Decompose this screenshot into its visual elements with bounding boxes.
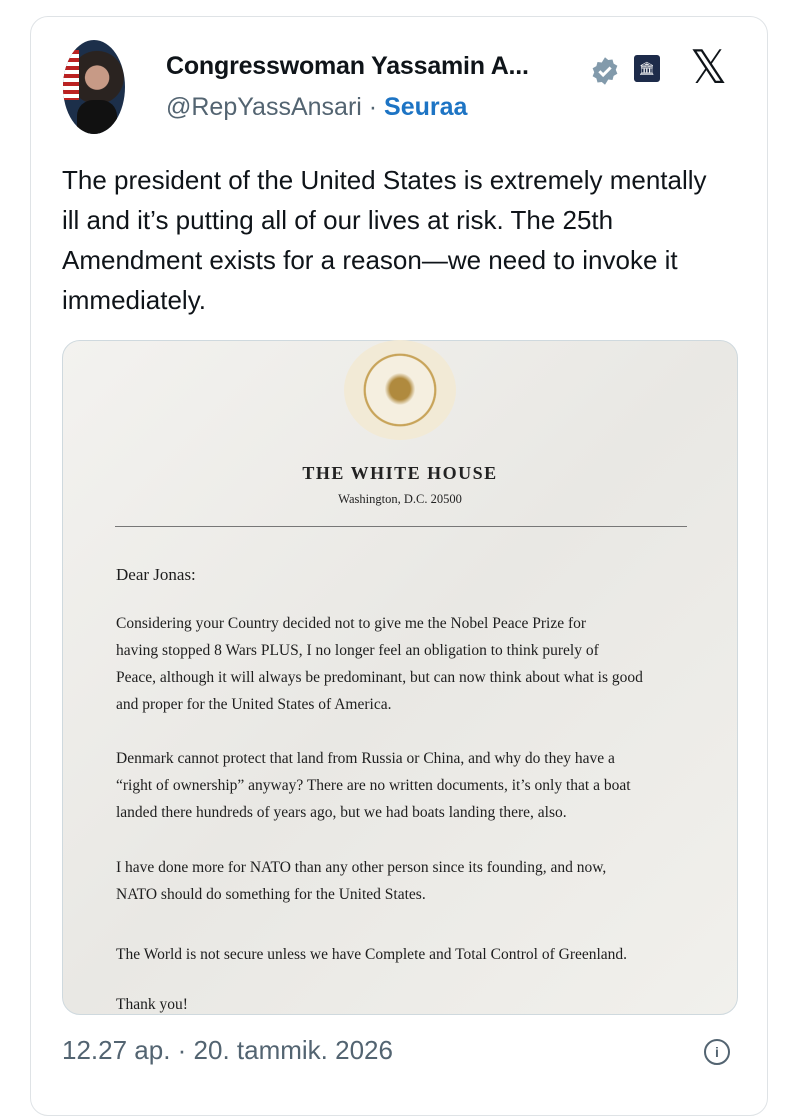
letter-line: Considering your Country decided not to give me the Nobel Peace Prize for	[116, 615, 587, 632]
divider	[115, 526, 687, 527]
letter-line: NATO should do something for the United States.	[116, 886, 426, 903]
separator: ·	[361, 93, 385, 121]
avatar[interactable]	[63, 40, 125, 134]
letter-line: “right of ownership” anyway? There are no written documents, it’s only that a boat	[116, 777, 631, 794]
follow-button[interactable]: Seuraa	[384, 93, 468, 121]
handle-row	[166, 93, 467, 122]
letter-line: landed there hundreds of years ago, but we had boats landing there, also.	[116, 804, 567, 821]
timestamp[interactable]: 12.27 ap. · 20. tammik. 2026	[62, 1035, 393, 1065]
x-logo-icon[interactable]: 𝕏	[690, 40, 728, 94]
letter-line: and proper for the United States of America.	[116, 696, 392, 713]
info-icon[interactable]: i	[704, 1039, 730, 1065]
handle[interactable]: @RepYassAnsari	[166, 93, 362, 121]
verified-badge-icon	[590, 56, 620, 86]
presidential-seal-icon	[344, 340, 456, 440]
letter-line: Peace, although it will always be predominant, but can now think about what is good	[116, 669, 643, 686]
letter-line: The World is not secure unless we have Complete and Total Control of Greenland.	[116, 946, 628, 963]
letter-line: I have done more for NATO than any other person since its founding, and now,	[116, 859, 607, 876]
letter-address: Washington, D.C. 20500	[338, 492, 462, 506]
letter-line: Denmark cannot protect that land from Russia or China, and why do they have a	[116, 750, 615, 767]
letter-heading: THE WHITE HOUSE	[302, 463, 498, 483]
letter-line: having stopped 8 Wars PLUS, I no longer feel an obligation to think purely of	[116, 642, 599, 659]
letter-line: Thank you!	[116, 996, 188, 1013]
letter-greeting: Dear Jonas:	[116, 565, 196, 584]
tweet-text: The president of the United States is extremely mentally ill and it’s putting all of our lives at risk. The 25th Amendment exists for a reason—we need to invoke it immediately.	[62, 165, 707, 315]
government-badge-icon: 🏛	[634, 55, 660, 82]
display-name[interactable]: Congresswoman Yassamin A...	[166, 52, 529, 80]
